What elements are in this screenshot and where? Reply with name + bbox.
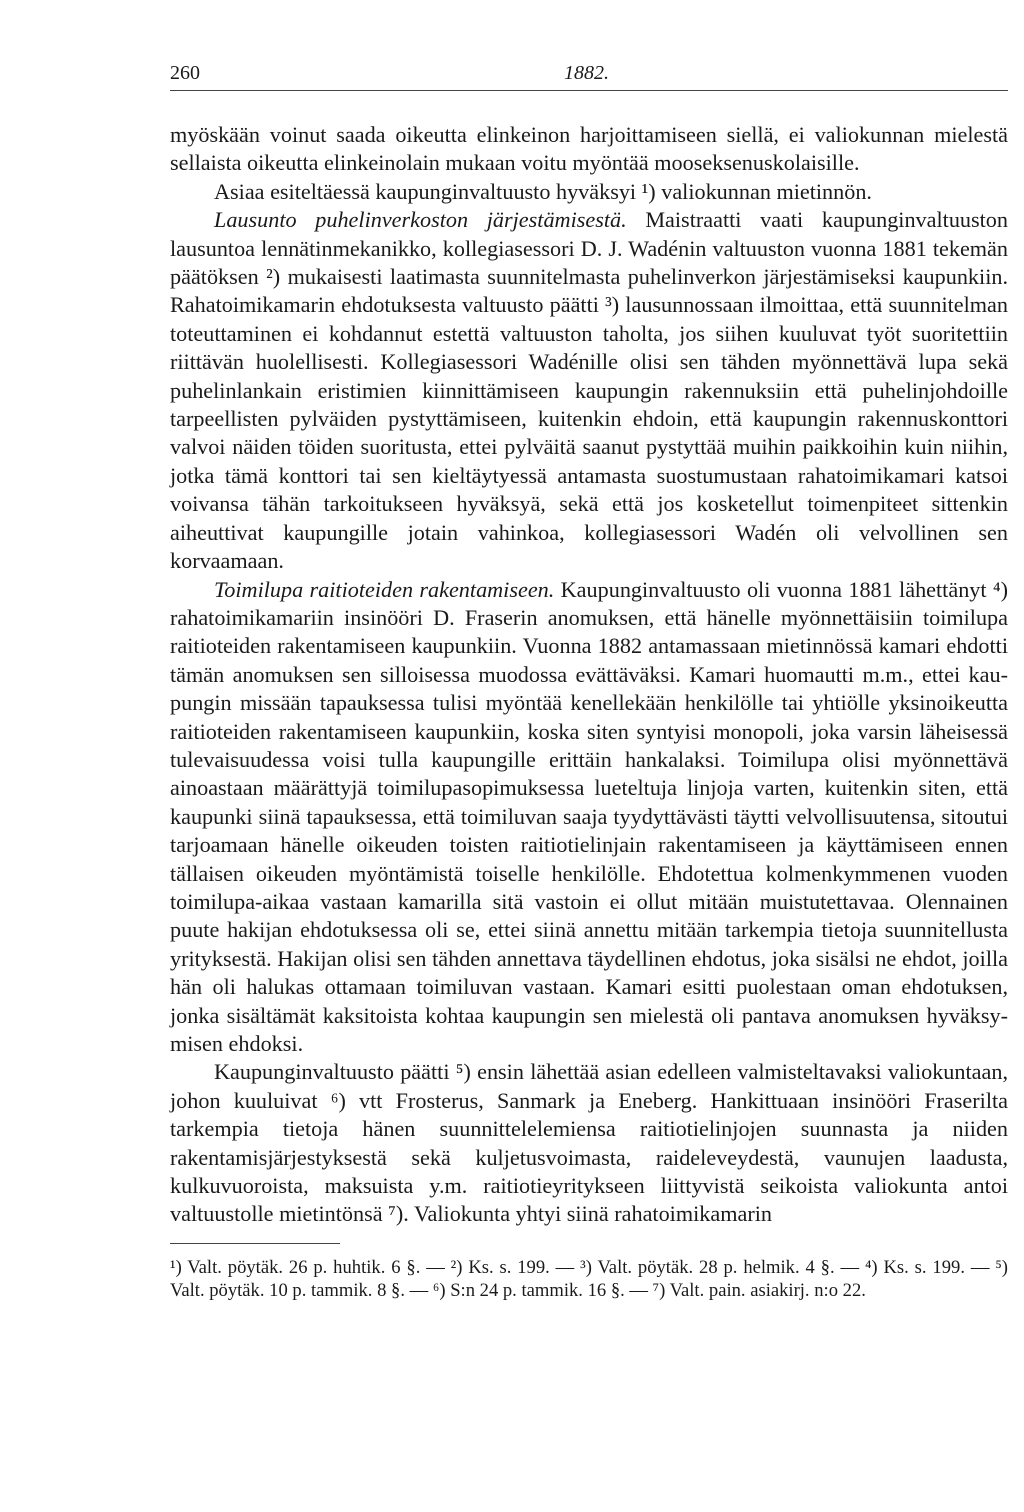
section-heading-tramway: Toimilupa raitioteiden rakentamiseen. [214,576,555,602]
paragraph [170,576,1008,1059]
section-heading-telephone: Lausunto puhelinverkoston järjestämisestä. [214,207,627,233]
document-page [170,60,1008,1302]
paragraph [170,206,1008,575]
page-number: 260 [170,62,200,84]
paragraph [170,178,1008,206]
paragraph-text: myöskään voinut saada oikeutta elinkeinon harjoittamiseen siellä, ei valiokunnan mielestä sellaista oikeutta elinkeinolain mukaan voitu myöntää mooseksenuskolaisille. [170,122,1008,176]
body-text [170,121,1008,1229]
paragraph [170,121,1008,178]
footnotes: ¹) Valt. pöytäk. 26 p. huhtik. 6 §. — ²) Ks. s. 199. — ³) Valt. pöytäk. 28 p. helmik. 4 §. — ⁴) Ks. s. 199. — ⁵) Valt. pöytäk. 10 p. tammik. 8 §. — ⁶) S:n 24 p. tammik. 16 §. — ⁷) Valt. pain. asiakirj. n:o 22. [170,1256,1008,1301]
page-header [170,60,1008,91]
paragraph-text: Kaupunginvaltuusto päätti ⁵) ensin lähettää asian edelleen valmisteltavaksi valiokuntaan, johon kuuluivat ⁶) vtt Frosterus, Sanmark ja Eneberg. Hankittuaan insinööri Fraserilta tarkempia tietoja hänen suunnittelelemiensa raitiotielinjojen suunnasta ja niiden rakentamisjärjestyksestä sekä kuljetusvoimasta, raideleveydestä, vaunujen laadusta, kulkuvuoroista, maksuista y.m. raitiotieyritykseen liittyvistä seikoista valiokunta antoi valtuustolle mietintönsä ⁷). Valiokunta yhtyi siinä rahatoimikamarin [170,1059,1008,1227]
paragraph-text: Maistraatti vaati kaupunginvaltuuston lausuntoa lennätinmekanikko, kollegiasessori D. J. Wadénin valtuuston vuonna 1881 tekemän päätöksen ²) mukaisesti laatimasta suunnitelmasta puhelinverkon järjestämiseksi kaupunkiin. Rahatoimikamarin ehdotuksesta valtuusto päätti ³) lausunnossaan ilmoittaa, että suunnitelman toteuttaminen ei kohdannut estettä valtuuston taholta, jos siihen kuuluvat työt suoritettiin riittävän huolellisesti. Kollegiasessori Wadénille olisi sen tähden myönnettävä lupa sekä puhelinlankain eristimien kiinnittämiseen kaupungin rakennuksiin että puhelinjohdoille tarpeellisten pylväiden pystyttämiseen, kuitenkin ehdoin, että kaupungin rakennuskonttori valvoi näiden töiden suoritusta, ettei pylväitä saanut pystyttää muihin paikkoihin kuin niihin, jotka tämä konttori tai sen kieltäytyessä antamasta suostumustaan rahatoimikamari katsoi voivansa tähän tarkoitukseen hyväksyä, sekä että jos kosketellut toimenpiteet sittenkin aiheuttivat kaupungille jotain vahinkoa, kollegiasessori Wadén oli velvollinen sen korvaamaan. [170,207,1008,574]
paragraph-text: Asiaa esiteltäessä kaupunginvaltuusto hyväksyi ¹) valiokunnan mietinnön. [214,178,872,204]
page-year: 1882. [564,62,609,84]
paragraph [170,1058,1008,1228]
footnote-divider [170,1243,340,1244]
paragraph-text: Kaupunginvaltuusto oli vuonna 1881 lähettänyt ⁴) rahatoimikamariin insinööri D. Fraserin anomuksen, että hänelle myönnettäisiin toimilupa raitioteiden rakentamiseen kaupunkiin. Vuonna 1882 antamassaan mietinnössä kamari ehdotti tämän anomuksen sen silloisessa muodossa evättäväksi. Kamari huomautti m.m., ettei kaupungin missään tapauksessa tulisi myöntää kenellekään henkilölle tai yhtiölle yksinoikeutta raitioteiden rakentamiseen kaupunkiin, koska siten syntyisi monopoli, joka varsin läheisessä tulevaisuudessa voisi tulla kaupungille erittäin hankalaksi. Toimilupa olisi myönnettävä ainoastaan määrättyjä toimilupasopimuksessa lueteltuja linjoja varten, kuitenkin siten, että kaupunki siinä tapauksessa, että toimiluvan saaja tyydyttävästi täytti velvollisuutensa, sitoutui tarjoamaan hänelle oikeuden toisten raitiotielinjain rakentamiseen ja käyttämiseen ennen tällaisen oikeuden myöntämistä toiselle henkilölle. Ehdotettua kolmenkymmenen vuoden toimilupa-aikaa vastaan kamarilla sitä vastoin ei ollut mitään muistutettavaa. Olennainen puute hakijan ehdotuksessa oli se, ettei siinä annettu mitään tarkempia tietoja suunnitellusta yrityksestä. Hakijan olisi sen tähden annettava täydellinen ehdotus, joka sisälsi ne ehdot, joilla hän oli halukas ottamaan toimiluvan vastaan. Kamari esitti puolestaan oman ehdotuksen, jonka sisältämät kaksitoista kohtaa kaupungin sen mielestä oli pantava anomuksen hyväksymisen ehdoksi. [170,576,1009,1056]
